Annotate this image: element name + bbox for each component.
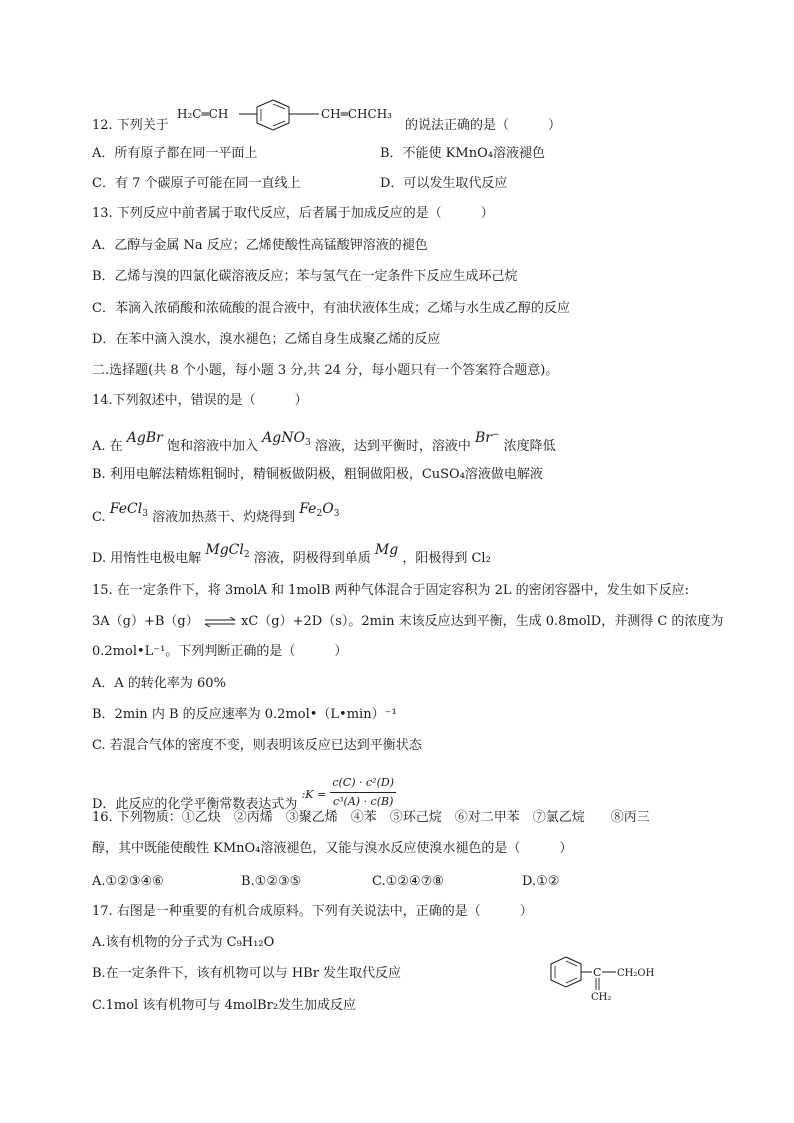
q15-stem-line1: 15. 在一定条件下，将 3molA 和 1molB 两种气体混合于固定容积为 2L 的密闭容器中，发生如下反应: xyxy=(92,583,689,598)
equilibrium-constant-formula: :K = xyxy=(301,787,327,801)
formula-br-ion: Br− xyxy=(475,430,500,446)
formula-fecl3: FeCl$_3$ xyxy=(109,501,148,519)
q17-stem: 17. 右图是一种重要的有机合成原料。下列有关说法中，正确的是（ ） xyxy=(92,904,533,919)
q16-option-d: D.①② xyxy=(522,874,560,889)
q16-option-c: C.①②④⑦⑧ xyxy=(372,874,444,889)
q12-option-d: D．可以发生取代反应 xyxy=(380,176,508,191)
q15-stem-line3: 0.2mol•L⁻¹。下列判断正确的是（ ） xyxy=(92,644,348,659)
q12-right-group: CH═CHCH₃ xyxy=(321,107,392,121)
q12-left-group: H₂C═CH xyxy=(177,107,229,121)
q15-option-c: C. 若混合气体的密度不变，则表明该反应已达到平衡状态 xyxy=(92,738,422,753)
struct-carbon: C xyxy=(593,966,602,979)
q13-option-c: C．苯滴入浓硝酸和浓硫酸的混合液中，有油状液体生成；乙烯与水生成乙醇的反应 xyxy=(92,301,570,316)
q15-option-b: B．2min 内 B 的反应速率为 0.2mol•（L•min）⁻¹ xyxy=(92,707,397,722)
q15-stem-line2: 3A（g）+B（g） xC（g）+2D（s）。2min 末该反应达到平衡，生成 0.8molD，并测得 C 的浓度为 xyxy=(92,614,724,629)
formula-mgcl2: MgCl$_2$ xyxy=(205,542,250,560)
q13-option-b: B．乙烯与溴的四氯化碳溶液反应；苯与氢气在一定条件下反应生成环己烷 xyxy=(92,269,518,284)
formula-fe2o3: $Fe_2O_3$ xyxy=(299,501,340,519)
q17-structure xyxy=(548,954,678,1004)
q15-option-a: A．A 的转化率为 60% xyxy=(92,676,226,691)
q14-option-a: A. 在 AgBr 饱和溶液中加入 AgNO$_3$ 溶液，达到平衡时，溶液中 Br− 浓度降低 xyxy=(92,430,556,454)
q17-option-a: A.该有机物的分子式为 C₉H₁₂O xyxy=(92,935,275,950)
q12-structure xyxy=(175,96,415,132)
q12-option-a: A．所有原子都在同一平面上 xyxy=(92,146,258,161)
q13-stem: 13. 下列反应中前者属于取代反应，后者属于加成反应的是（ ） xyxy=(92,206,494,221)
q14-option-b: B. 利用电解法精炼粗铜时，精铜板做阴极，粗铜做阳极，CuSO₄溶液做电解液 xyxy=(92,467,543,482)
q16-option-b: B.①②③⑤ xyxy=(241,874,302,889)
q16-stem-line1: 16. 下列物质：①乙炔 ②丙烯 ③聚乙烯 ④苯 ⑤环己烷 ⑥对二甲苯 ⑦氯乙烷 ⑧丙三 xyxy=(92,810,650,825)
q12-stem xyxy=(92,117,169,135)
q14-option-c: C. FeCl$_3$ 溶液加热蒸干、灼烧得到 $Fe_2O_3$ xyxy=(92,501,340,525)
formula-mg: Mg xyxy=(374,542,399,558)
benzene-ring-icon xyxy=(257,100,289,130)
benzene-ring-icon xyxy=(551,957,581,987)
q16-option-a: A.①②③④⑥ xyxy=(92,874,164,889)
q12-option-c: C．有 7 个碳原子可能在同一直线上 xyxy=(92,176,301,191)
formula-agno3: AgNO$_3$ xyxy=(262,430,311,448)
q13-option-d: D．在苯中滴入溴水，溴水褪色；乙烯自身生成聚乙烯的反应 xyxy=(92,332,441,347)
q12-prefix: 12. 下列关于 xyxy=(92,118,169,133)
equilibrium-constant-fraction: $\frac{\text{c(C) · c²(D)}}{\text{c³(A) · c(B)}}$ xyxy=(332,776,394,808)
q16-stem-line2: 醇，其中既能使酸性 KMnO₄溶液褪色，又能与溴水反应使溴水褪色的是（ ） xyxy=(92,841,573,856)
q14-option-d: D. 用惰性电极电解 MgCl$_2$ 溶液，阴极得到单质 Mg ，阳极得到 Cl₂ xyxy=(92,542,491,566)
formula-agbr: AgBr xyxy=(126,430,163,446)
struct-ch2: CH₂ xyxy=(591,992,612,1003)
q13-option-a: A．乙醇与金属 Na 反应；乙烯使酸性高锰酸钾溶液的褪色 xyxy=(92,238,428,253)
q12-suffix: 的说法正确的是（ ） xyxy=(405,118,562,133)
q17-option-c: C.1mol 该有机物可与 4molBr₂发生加成反应 xyxy=(92,998,357,1013)
q15-option-d: D．此反应的化学平衡常数表达式为 :K = $\frac{\text{c(C) · c²(D)}}{\text{c³(A) · c(B)}}$ xyxy=(92,776,394,812)
q12-option-b: B．不能使 KMnO₄溶液褪色 xyxy=(380,146,545,161)
section-2-heading: 二.选择题(共 8 个小题，每小题 3 分,共 24 分，每小题只有一个答案符合题意)。 xyxy=(92,363,559,378)
struct-ch2oh: CH₂OH xyxy=(617,968,655,979)
q17-option-b: B.在一定条件下，该有机物可以与 HBr 发生取代反应 xyxy=(92,966,402,981)
q14-stem: 14.下列叙述中，错误的是（ ） xyxy=(92,393,308,408)
equilibrium-arrow-icon xyxy=(203,616,237,628)
